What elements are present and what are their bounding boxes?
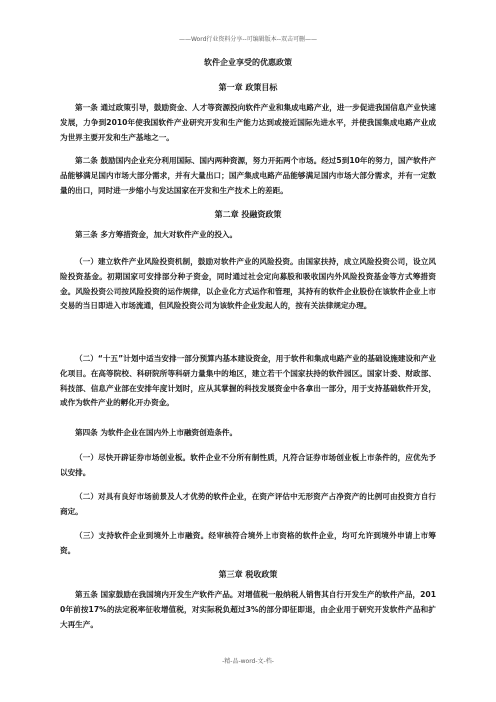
article-4-item-3: （三）支持软件企业到境外上市融资。经审核符合境外上市资格的软件企业，均可允许到境外申请上市筹资。	[60, 531, 436, 555]
article-2-paragraph: 第二条 鼓励国内企业充分利用国际、国内两种资源，努力开拓两个市场。经过5到10年的努力，国产软件产品能够满足国内市场大部分需求，并有大量出口；国产集成电路产品能够满足国内市场大部分需求，并有一定数量的出口，同时进一步缩小与发达国家在开发和生产技术上的差距。	[60, 156, 436, 195]
article-3-item-2: （二）“十五”计划中适当安排一部分预算内基本建设资金，用于软件和集成电路产业的基础设施建设和产业化项目。在高等院校、科研院所等科研力量集中的地区，建立若干个国家扶持的软件园区。国家计委、财政部、科技部、信息产业部在安排年度计划时，应从其掌握的科技发展资金中各拿出一部分，用于支持基础软件开发，或作为软件产业的孵化开办资金。	[60, 354, 436, 408]
article-4-item-1: （一）尽快开辟证券市场创业板。软件企业不分所有制性质，凡符合证券市场创业板上市条件的，应优先予以安排。	[60, 453, 436, 477]
article-3-item-1: （一）建立软件产业风险投资机制，鼓励对软件产业的风险投资。由国家扶持，成立风险投资公司，设立风险投资基金。初期国家可安排部分种子资金，同时通过社会定向募股和吸收国内外风险投资基金等方式筹措资金。风险投资公司按风险投资的运作规律，以企业化方式运作和管理，其持有的软件企业股份在该软件企业上市交易的当日即进入市场流通，但风险投资公司为该软件企业发起人的，按有关法律规定办理。	[60, 257, 436, 311]
page-header: ——Word行业资料分享--可编辑版本--双击可删——	[178, 36, 318, 43]
document-title: 软件企业享受的优惠政策	[204, 58, 292, 67]
article-5-paragraph: 第五条 国家鼓励在我国境内开发生产软件产品。对增值税一般纳税人销售其自行开发生产的软件产品，2010年前按17%的法定税率征收增值税，对实际税负超过3%的部分即征即退，由企业用于研究开发软件产品和扩大再生产。	[60, 590, 436, 629]
chapter-3-heading: 第三章 税收政策	[218, 570, 278, 579]
page-footer: -精-品-word-文-档-	[222, 658, 274, 665]
chapter-1-heading: 第一章 政策目标	[218, 83, 278, 92]
article-1-paragraph: 第一条 通过政策引导，鼓励资金、人才等资源投向软件产业和集成电路产业，进一步促进我国信息产业快速发展，力争到2010年使我国软件产业研究开发和生产能力达到或接近国际先进水平，并使我国集成电路产业成为世界主要开发和生产基地之一。	[60, 103, 436, 142]
article-3-paragraph: 第三条 多方筹措资金，加大对软件产业的投入。	[75, 230, 238, 239]
article-4-item-2: （二）对具有良好市场前景及人才优势的软件企业，在资产评估中无形资产占净资产的比例可由投资方自行商定。	[60, 492, 436, 516]
chapter-2-heading: 第二章 投融资政策	[214, 210, 282, 219]
article-4-paragraph: 第四条 为软件企业在国内外上市融资创造条件。	[75, 428, 238, 437]
